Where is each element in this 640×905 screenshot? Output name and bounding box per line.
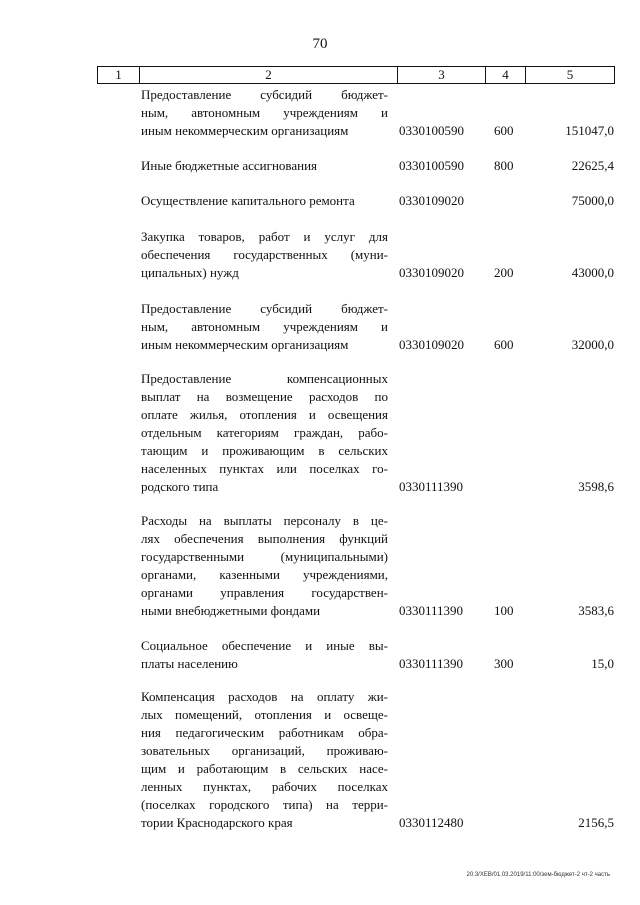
header-col-4: 4	[486, 67, 526, 83]
header-col-1: 1	[98, 67, 140, 83]
description-line: щим и работающим в сельских насе-	[141, 761, 388, 776]
row-description	[141, 228, 388, 282]
description-line: Иные бюджетные ассигнования	[141, 158, 318, 173]
description-line: Закупка товаров, работ и услуг для	[141, 229, 388, 244]
description-line: обеспечения государственных (муни-	[141, 247, 388, 262]
description-line: иным некоммерческим организациям	[141, 337, 349, 352]
row-expense-type: 200	[494, 265, 514, 280]
row-description	[141, 637, 388, 673]
description-line: ными внебюджетными фондами	[141, 603, 321, 618]
row-code: 0330109020	[399, 193, 464, 208]
description-line: тающим и проживающим в сельских	[141, 443, 388, 458]
row-code: 0330111390	[399, 479, 464, 494]
description-line: выплат на возмещение расходов по	[141, 389, 388, 404]
row-code: 0330100590	[399, 123, 464, 138]
row-description	[141, 86, 388, 140]
row-expense-type: 600	[494, 337, 514, 352]
row-code: 0330109020	[399, 265, 464, 280]
description-line: ния педагогическим работникам обра-	[141, 725, 388, 740]
description-line: (поселках городского типа) на терри-	[141, 797, 388, 812]
description-line: Предоставление субсидий бюджет-	[141, 301, 388, 316]
row-description	[141, 370, 388, 496]
row-description	[141, 157, 388, 175]
row-description	[141, 688, 388, 832]
description-line: Предоставление компенсационных	[141, 371, 388, 386]
description-line: населенных пунктах или поселках го-	[141, 461, 388, 476]
row-description	[141, 512, 388, 620]
row-description	[141, 192, 388, 210]
description-line: Осуществление капитального ремонта	[141, 193, 355, 208]
description-line: лях обеспечения выполнения функций	[141, 531, 388, 546]
description-line: оплате жилья, отопления и освещения	[141, 407, 388, 422]
row-code: 0330111390	[399, 656, 464, 671]
row-code: 0330109020	[399, 337, 464, 352]
description-line: Социальное обеспечение и иные вы-	[141, 638, 388, 653]
description-line: платы населению	[141, 656, 238, 671]
header-col-2: 2	[140, 67, 398, 83]
description-line: ным, автономным учреждениям и	[141, 105, 388, 120]
description-line: Предоставление субсидий бюджет-	[141, 87, 388, 102]
description-line: родского типа	[141, 479, 219, 494]
row-expense-type: 800	[494, 158, 514, 173]
row-amount: 3583,6	[578, 603, 614, 618]
row-description	[141, 300, 388, 354]
row-amount: 75000,0	[571, 193, 614, 208]
row-amount: 32000,0	[571, 337, 614, 352]
description-line: ным, автономным учреждениям и	[141, 319, 388, 334]
row-amount: 22625,4	[571, 158, 614, 173]
description-line: Компенсация расходов на оплату жи-	[141, 689, 388, 704]
table-header	[97, 66, 615, 84]
row-amount: 43000,0	[571, 265, 614, 280]
description-line: государственными (муниципальными)	[141, 549, 388, 564]
description-line: органами, казенными учреждениями,	[141, 567, 388, 582]
row-code: 0330111390	[399, 603, 464, 618]
description-line: Расходы на выплаты персоналу в це-	[141, 513, 388, 528]
row-amount: 3598,6	[578, 479, 614, 494]
row-amount: 151047,0	[565, 123, 614, 138]
row-expense-type: 100	[494, 603, 514, 618]
description-line: иным некоммерческим организациям	[141, 123, 349, 138]
description-line: тории Краснодарского края	[141, 815, 293, 830]
description-line: лых помещений, отопления и освеще-	[141, 707, 388, 722]
page-number: 70	[312, 36, 328, 52]
row-code: 0330112480	[399, 815, 464, 830]
description-line: зовательных организаций, проживаю-	[141, 743, 388, 758]
row-expense-type: 300	[494, 656, 514, 671]
row-expense-type: 600	[494, 123, 514, 138]
description-line: ленных пунктах, рабочих поселках	[141, 779, 388, 794]
header-col-5: 5	[566, 67, 574, 82]
header-col-3: 3	[398, 67, 486, 83]
row-code: 0330100590	[399, 158, 464, 173]
row-amount: 2156,5	[578, 815, 614, 830]
description-line: отдельным категориям граждан, рабо-	[141, 425, 388, 440]
description-line: органами управления государствен-	[141, 585, 388, 600]
footer-filepath: 20.3/XEB/01.03.2019/11:00/зем-бюджет-2 чт-2 часть	[466, 872, 610, 878]
description-line: ципальных) нужд	[141, 265, 239, 280]
row-amount: 15,0	[591, 656, 614, 671]
